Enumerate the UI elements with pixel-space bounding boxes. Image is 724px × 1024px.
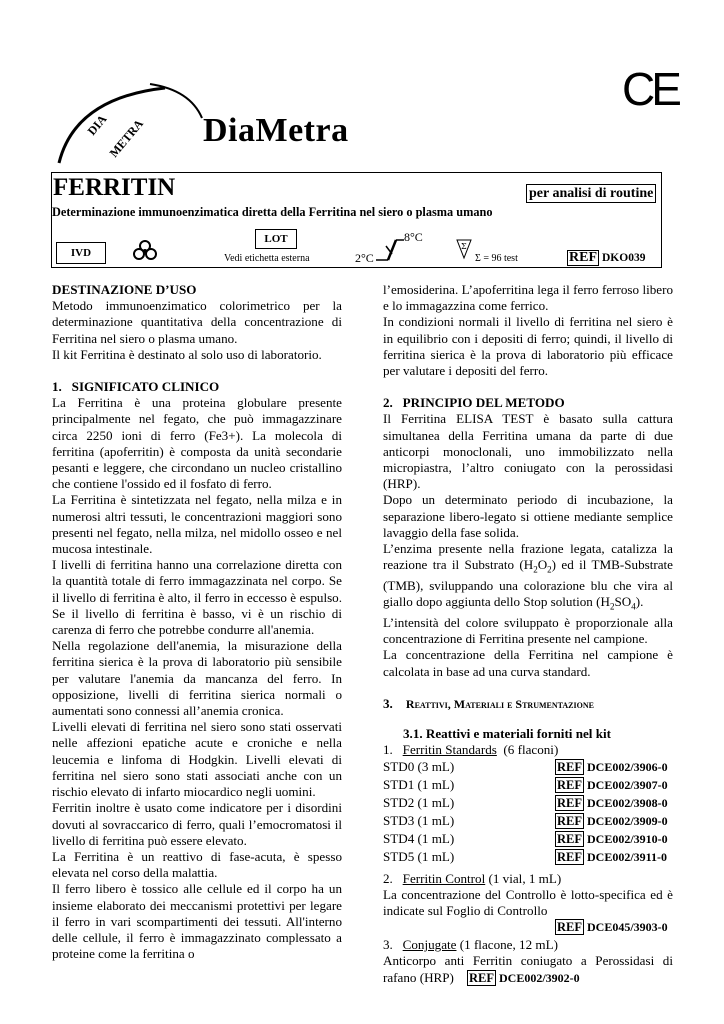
text: ). — [635, 594, 644, 610]
routine-badge: per analisi di routine — [526, 184, 656, 203]
standard-row — [383, 759, 673, 777]
item-number: 1. — [383, 742, 393, 758]
ref-code: DCE002/3911-0 — [587, 849, 668, 864]
standard-row — [383, 813, 673, 831]
ref-code: DCE002/3909-0 — [587, 813, 668, 828]
ref-code: DKO039 — [602, 252, 646, 264]
reattivi-heading — [383, 696, 673, 712]
section-title: Reattivi, Materiali e Strumentazione — [405, 696, 594, 711]
ref-symbol: REF — [557, 777, 582, 792]
product-title: FERRITIN — [53, 174, 176, 201]
lot-symbol: LOT — [255, 229, 297, 249]
item-number: 3. — [383, 937, 393, 953]
item-conjugate — [383, 937, 673, 953]
standard-label: STD0 (3 mL) — [383, 758, 455, 774]
standard-row — [383, 795, 673, 813]
paragraph: Ferritin inoltre è usato come indicatore per i disordini dovuti al sovraccarico di ferro, quali l’emocromatosi il livello di ferritina può essere elevato. — [52, 800, 342, 848]
standard-label: STD5 (1 mL) — [383, 848, 455, 864]
item-conjugate-desc — [383, 953, 673, 985]
ref-symbol: REF — [557, 813, 582, 828]
text: ) ed il TMB-Substrate (TMB), sviluppando una colorazione blu che vira al giallo dopo aggiunta dello Stop solution (H — [383, 557, 673, 610]
section-title: SIGNIFICATO CLINICO — [71, 379, 220, 395]
item-name: Ferritin Control — [402, 870, 486, 886]
standard-row — [383, 777, 673, 795]
dest-heading: DESTINAZIONE D’USO — [52, 282, 197, 297]
paragraph: In condizioni normali il livello di ferritina nel siero è in equilibrio con i depositi di ferro; quindi, il livello di ferritina sierica è la prova di laboratorio più efficace per valutare i depositi del ferro. — [383, 314, 673, 379]
item-name: Ferritin Standards — [402, 742, 497, 758]
diametra-logo — [55, 78, 205, 168]
subscript: 2 — [609, 601, 615, 612]
test-count: Σ = 96 test — [475, 253, 518, 264]
text: SO — [614, 594, 632, 610]
ref-code: DCE002/3908-0 — [587, 795, 668, 810]
item-qty: (1 flacone, 12 mL) — [459, 937, 558, 953]
temp-high: 8°C — [404, 230, 423, 244]
section-title: PRINCIPIO DEL METODO — [402, 395, 565, 411]
principio-heading — [383, 395, 673, 411]
standard-label: STD3 (1 mL) — [383, 812, 455, 828]
significato-heading — [52, 379, 342, 395]
ref-symbol: REF — [557, 920, 582, 935]
dest-paragraph-2: Il kit Ferritina è destinato al solo uso di laboratorio. — [52, 346, 322, 362]
left-column — [52, 282, 342, 962]
paragraph: Il ferro libero è tossico alle cellule ed il corpo ha un insieme elaborato dei meccanismi protettivi per legare il ferro in vari scompartimenti dei tessuti. All'interno delle cellule, il ferro è immagazzinato complessato a proteine come la ferritina o — [52, 881, 342, 962]
standard-row — [383, 849, 673, 867]
item-number: 2. — [383, 870, 393, 886]
ref-symbol: REF — [557, 831, 582, 846]
svg-text:Σ: Σ — [461, 242, 467, 251]
subscript: 2 — [533, 564, 538, 575]
temp-low: 2°C — [355, 251, 374, 265]
paragraph: L’intensità del colore sviluppato è proporzionale alla concentrazione di Ferritina presente nel campione. — [383, 615, 673, 647]
paragraph: La concentrazione della Ferritina nel campione è calcolata in base ad una curva standard. — [383, 647, 673, 679]
standard-label: STD1 (1 mL) — [383, 776, 455, 792]
standard-label: STD2 (1 mL) — [383, 794, 455, 810]
ref-code: DCE002/3910-0 — [587, 831, 668, 846]
temperature-limit-icon — [372, 236, 406, 264]
paragraph: La Ferritina è un reattivo di fase-acuta, è spesso elevata nel corso della malattia. — [52, 848, 342, 881]
item-qty: (6 flaconi) — [503, 742, 559, 758]
ref-code: DCE002/3902-0 — [499, 970, 580, 985]
ref-symbol: REF — [557, 849, 582, 864]
item-name: Conjugate — [402, 937, 457, 953]
text: O — [537, 557, 548, 573]
item-control-desc: La concentrazione del Controllo è lotto-specifica ed è indicate sul Foglio di Controllo — [383, 886, 673, 918]
item-qty: (1 vial, 1 mL) — [488, 870, 562, 886]
ce-mark: CE — [622, 63, 678, 115]
logo-metra: METRA — [106, 116, 147, 160]
ivd-symbol: IVD — [56, 242, 106, 264]
item-control — [383, 871, 673, 887]
ref-symbol: REF — [557, 759, 582, 774]
right-column — [383, 282, 673, 986]
paragraph: La Ferritina è sintetizzata nel fegato, nella milza e in numerosi altri tessuti, le concentrazioni maggiori sono presenti nel fegato, nella milza, nel midollo osseo e nel mucosa intestinale. — [52, 492, 342, 557]
ref-symbol: REF — [569, 250, 597, 265]
brand-name: DiaMetra — [203, 112, 349, 149]
control-ref-row — [383, 919, 673, 937]
item-standards — [383, 742, 673, 758]
ref-code: DCE002/3907-0 — [587, 777, 668, 792]
product-subtitle: Determinazione immunoenzimatica diretta della Ferritina nel siero o plasma umano — [52, 205, 493, 219]
paragraph: La Ferritina è una proteina globulare presente principalmente nel fegato, che può immagazzinare circa 2250 ioni di ferro (Fe3+). La molecola di ferritina (apoferritin) è composta da unità secondarie pesanti e leggere, che circondano un nucleo cristallino che contiene l'ossido ed il fosfato di ferro. — [52, 395, 342, 492]
paragraph: l’emosiderina. L’apoferritina lega il ferro ferroso libero e lo immagazzina come ferrico. — [383, 282, 673, 314]
biohazard-icon — [132, 238, 158, 262]
ref-symbol: REF — [557, 795, 582, 810]
logo-dia: DIA — [84, 112, 110, 138]
paragraph: Livelli elevati di ferritina nel siero sono stati osservati nelle affezioni epatiche acute e croniche e nella leucemia e linfoma di Hodgkin. Livelli elevati di ferritina nel siero sono stati associati anche con un rischio elevato di infarto miocardico negli uomini. — [52, 719, 342, 800]
ref-symbol: REF — [469, 970, 494, 985]
standard-label: STD4 (1 mL) — [383, 830, 455, 846]
section-number: 2. — [383, 395, 393, 411]
standards-list — [383, 759, 673, 867]
sigma-icon — [456, 238, 472, 260]
paragraph: Nella regolazione dell'anemia, la misurazione della ferritina sierica è la prova di laboratorio più sensibile per valutare l'anemia da mancanza del ferro. In opposizione, livelli di ferritina sierica normali o aumentati sono connessi all’anemia cronica. — [52, 638, 342, 719]
ref-code: DCE002/3906-0 — [587, 759, 668, 774]
text: L’enzima presente nella frazione legata, catalizza la reazione tra il Substrato (H — [383, 541, 673, 573]
item-desc: Anticorpo anti Ferritin coniugato a Perossidasi di rafano (HRP) — [383, 953, 673, 985]
paragraph — [383, 541, 673, 615]
paragraph: Dopo un determinato periodo di incubazione, la separazione libero-legato si ottiene mediante semplice lavaggio della fase solida. — [383, 492, 673, 540]
ref-code: DCE045/3903-0 — [587, 920, 668, 935]
lot-note: Vedi etichetta esterna — [224, 253, 310, 264]
section-number: 3. — [383, 695, 393, 711]
paragraph: Il Ferritina ELISA TEST è basato sulla cattura simultanea della Ferritina umana da parte di due anticorpi monoclonali, uno immobilizzato nella micropiastra, l’altro coniugato con la perossidasi (HRP). — [383, 411, 673, 492]
dest-paragraph: Metodo immunoenzimatico colorimetrico per la determinazione quantitativa della concentrazione di Ferritina nel siero o plasma umano. — [52, 298, 342, 346]
subscript: 2 — [547, 564, 552, 575]
section-number: 1. — [52, 379, 62, 395]
kit-heading: 3.1. Reattivi e materiali forniti nel kit — [403, 726, 611, 742]
standard-row — [383, 831, 673, 849]
paragraph: I livelli di ferritina hanno una correlazione diretta con la quantità totale di ferro immagazzinata nel corpo. Se il livello di ferritina è alto, il ferro in eccesso è espulso. Se il livello di ferritina è basso, vi è un rischio di carenza di ferro che potrebbe condurre all'anemia. — [52, 557, 342, 638]
subscript: 4 — [631, 601, 636, 612]
